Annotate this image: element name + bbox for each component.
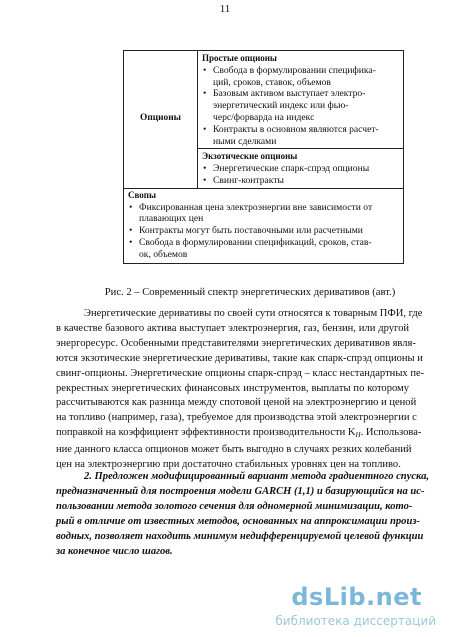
list-item: • Свобода в формулировании специфика- ций, сроков, ставок, объемов	[202, 65, 399, 89]
text-line: цен на электроэнергию при достаточно стабильных уровнях цен на топливо.	[56, 459, 401, 471]
body-paragraph-garch-method	[56, 470, 430, 559]
text-line: энергоресурс. Особенными представителями энергетических деривативов явля-	[56, 337, 416, 349]
simple-options-block	[198, 51, 404, 149]
text-line: рекрестных энергетических финансовых инструментов, выплаты по которому	[56, 382, 409, 394]
list-item: • Свобода в формулировании спецификаций, сроков, став- ок, объемов	[128, 237, 399, 261]
page-number: 11	[219, 3, 231, 15]
text-line: пользовании метода золотого сечения для одномерной минимизации, кото-	[56, 500, 413, 512]
simple-options-heading: Простые опционы	[202, 53, 277, 63]
list-item: • Фиксированная цена электроэнергии вне зависимости от плавающих цен	[128, 202, 399, 226]
exotic-options-heading: Экзотические опционы	[202, 151, 298, 162]
text-line: рый в отличие от известных методов, основанных на аппроксимации произ-	[56, 515, 420, 527]
list-item: • Свинг-контракты	[202, 175, 399, 187]
figure-caption: Рис. 2 – Современный спектр энергетических деривативов (авт.)	[104, 287, 396, 298]
text-line: Энергетические деривативы по своей сути относятся к товарным ПФИ, где	[84, 308, 423, 319]
dslib-watermark	[266, 583, 436, 633]
text-line: 2. Предложен модифицированный вариант метода градиентного спуска,	[84, 471, 430, 482]
text-line: на топливо (например, газа), требуемое для производства этой электроэнергии с	[56, 412, 417, 424]
dslib-logo: dsLib.net	[291, 583, 422, 611]
swaps-heading: Свопы	[128, 189, 157, 200]
options-category-label: Опционы	[124, 51, 198, 189]
list-item: • Базовым активом выступает электро- энергетический индекс или фью- черс/форварда на индекс	[202, 88, 399, 123]
list-item: • Контракты могут быть поставочными или расчетными	[128, 225, 399, 237]
text-line: водных, позволяет находить минимум недифференцируемой целевой функции	[56, 530, 424, 542]
body-paragraph-energy-derivatives	[56, 307, 425, 473]
dslib-subtitle: библиотека диссертаций	[275, 614, 436, 628]
text-line: свинг-опционы. Энергетические опционы спарк-спрэд – класс нестандартных пе-	[56, 367, 425, 379]
text-line: в качестве базового актива выступает электроэнергия, газ, бензин, или другой	[56, 322, 409, 334]
exotic-options-list	[202, 163, 399, 187]
exotic-options-block	[198, 149, 404, 188]
text-line: ние данного класса опционов может быть выгодно в случаях резких колебаний	[56, 444, 412, 456]
text-line: рассчитываются как разница между спотовой ценой на электроэнергию и ценой	[56, 397, 417, 409]
text-line: за конечное число шагов.	[56, 545, 173, 557]
text-line: предназначенный для построения модели GARCH (1,1) и базирующийся на ис-	[56, 485, 425, 497]
swaps-list	[128, 202, 399, 261]
text-line-with-formula: поправкой на коэффициент эффективности производительности $K_H$. Использова-	[56, 427, 422, 440]
swaps-block	[124, 188, 404, 263]
derivatives-spectrum-diagram	[123, 50, 404, 264]
text-line: ются экзотические энергетические деривативы, такие как спарк-спрэд опционы и	[56, 352, 423, 364]
simple-options-list	[202, 65, 399, 148]
list-item: • Энергетические спарк-спрэд опционы	[202, 163, 399, 175]
list-item: • Контракты в основном являются расчет- ными сделками	[202, 124, 399, 148]
k-subscript: H	[355, 431, 361, 440]
